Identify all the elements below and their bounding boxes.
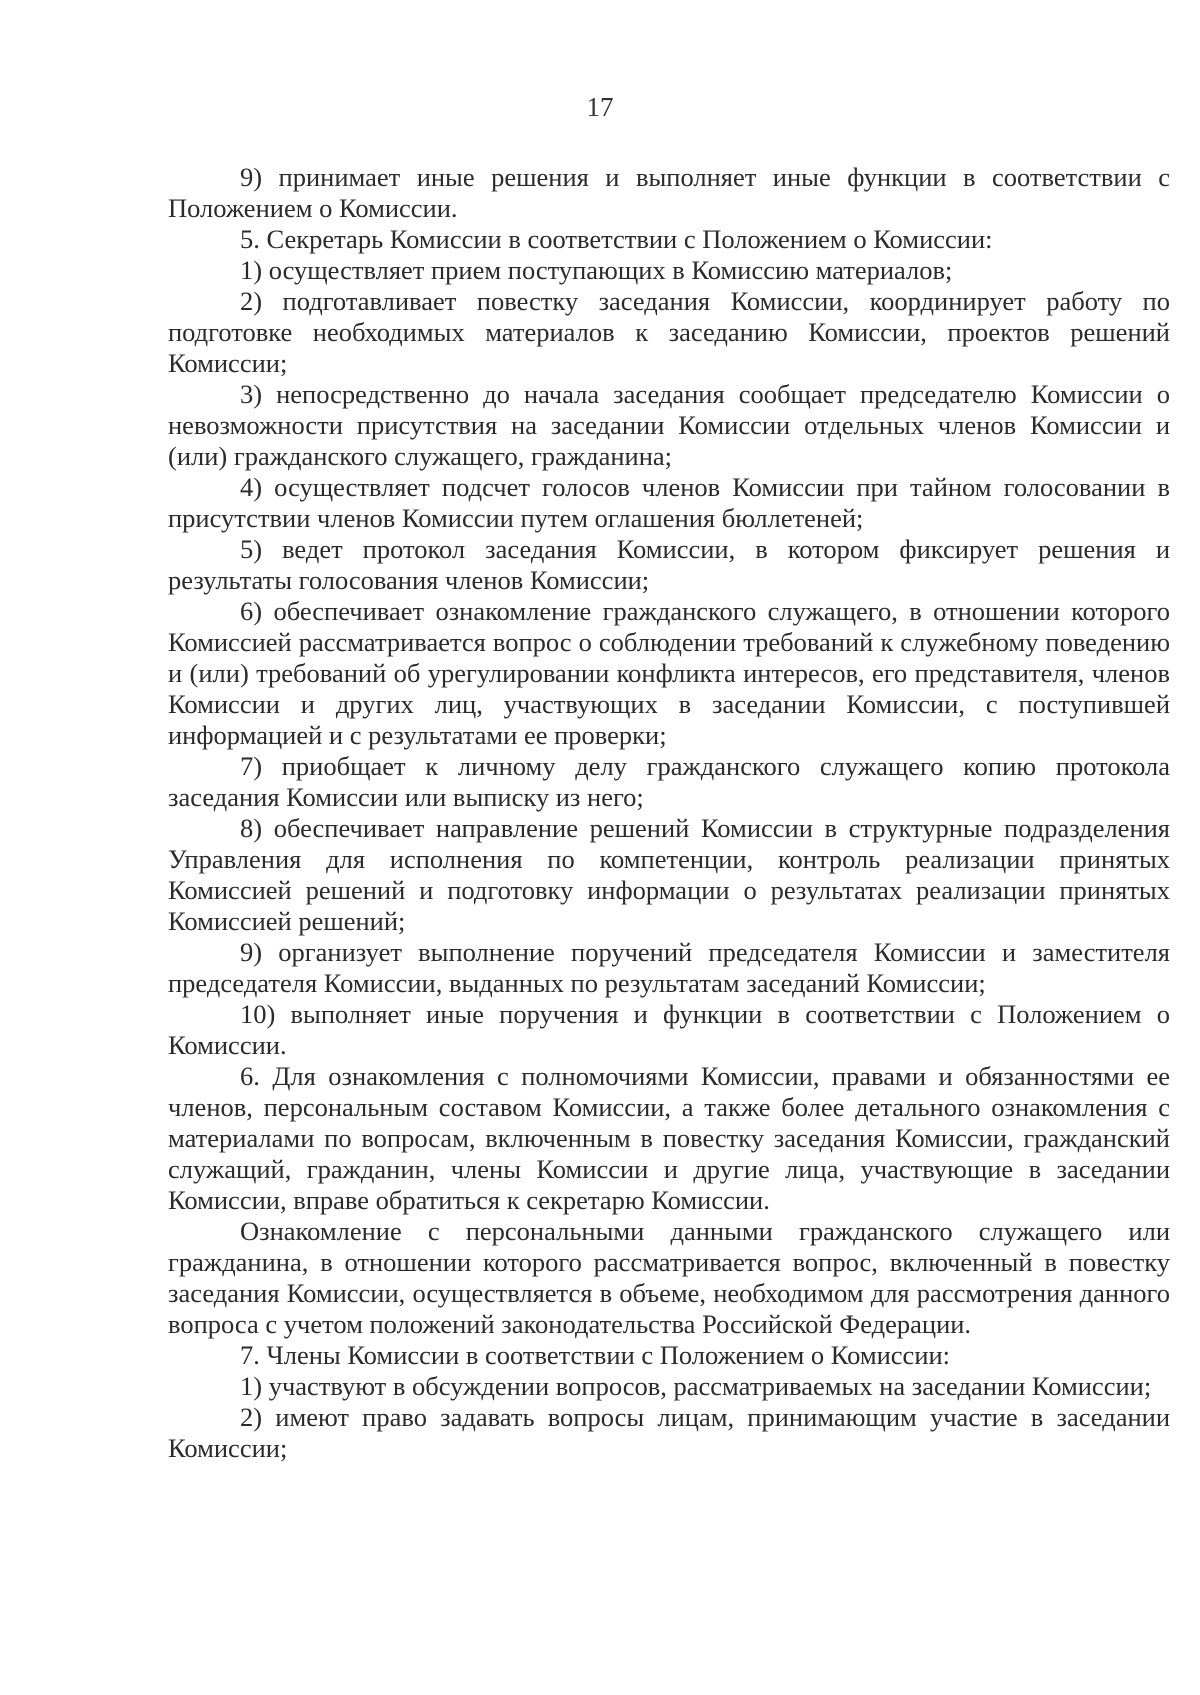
- paragraph-secretary-4: 4) осуществляет подсчет голосов членов Комиссии при тайном голосовании в присутствии членов Комиссии путем оглашения бюллетеней;: [168, 472, 1170, 533]
- paragraph-5-secretary: 5. Секретарь Комиссии в соответствии с Положением о Комиссии:: [240, 224, 993, 254]
- paragraph-secretary-10: 10) выполняет иные поручения и функции в соответствии с Положением о Комиссии.: [168, 999, 1170, 1060]
- paragraph-secretary-1: 1) осуществляет прием поступающих в Комиссию материалов;: [240, 255, 953, 285]
- paragraph-members-1: 1) участвуют в обсуждении вопросов, рассматриваемых на заседании Комиссии;: [240, 1371, 1152, 1401]
- page-number: 17: [586, 92, 614, 122]
- paragraph-secretary-9: 9) организует выполнение поручений председателя Комиссии и заместителя председателя Комиссии, выданных по результатам заседаний Комиссии;: [168, 937, 1170, 998]
- paragraph-secretary-5: 5) ведет протокол заседания Комиссии, в котором фиксирует решения и результаты голосования членов Комиссии;: [168, 534, 1170, 595]
- paragraph-secretary-3: 3) непосредственно до начала заседания сообщает председателю Комиссии о невозможности присутствия на заседании Комиссии отдельных членов Комиссии и (или) гражданского служащего, гражданина;: [168, 379, 1170, 471]
- document-body: [168, 162, 1170, 1464]
- paragraph-6-familiarization: 6. Для ознакомления с полномочиями Комиссии, правами и обязанностями ее членов, персональным составом Комиссии, а также более детального ознакомления с материалами по вопросам, включенным в повестку заседания Комиссии, гражданский служащий, гражданин, члены Комиссии и другие лица, участвующие в заседании Комиссии, вправе обратиться к секретарю Комиссии.: [168, 1061, 1170, 1215]
- paragraph-secretary-8: 8) обеспечивает направление решений Комиссии в структурные подразделения Управления для исполнения по компетенции, контроль реализации принятых Комиссией решений и подготовку информации о результатах реализации принятых Комиссией решений;: [168, 813, 1170, 936]
- paragraph-members-2: 2) имеют право задавать вопросы лицам, принимающим участие в заседании Комиссии;: [168, 1402, 1170, 1463]
- paragraph-secretary-7: 7) приобщает к личному делу гражданского служащего копию протокола заседания Комиссии или выписку из него;: [168, 751, 1170, 812]
- paragraph-personal-data: Ознакомление с персональными данными гражданского служащего или гражданина, в отношении которого рассматривается вопрос, включенный в повестку заседания Комиссии, осуществляется в объеме, необходимом для рассмотрения данного вопроса с учетом положений законодательства Российской Федерации.: [168, 1216, 1170, 1339]
- paragraph-7-members: 7. Члены Комиссии в соответствии с Положением о Комиссии:: [240, 1340, 951, 1370]
- paragraph-9-other-decisions: 9) принимает иные решения и выполняет иные функции в соответствии с Положением о Комиссии.: [168, 162, 1170, 223]
- paragraph-secretary-6: 6) обеспечивает ознакомление гражданского служащего, в отношении которого Комиссией рассматривается вопрос о соблюдении требований к служебному поведению и (или) требований об урегулировании конфликта интересов, его представителя, членов Комиссии и других лиц, участвующих в заседании Комиссии, с поступившей информацией и с результатами ее проверки;: [168, 596, 1170, 750]
- paragraph-secretary-2: 2) подготавливает повестку заседания Комиссии, координирует работу по подготовке необходимых материалов к заседанию Комиссии, проектов решений Комиссии;: [168, 286, 1170, 378]
